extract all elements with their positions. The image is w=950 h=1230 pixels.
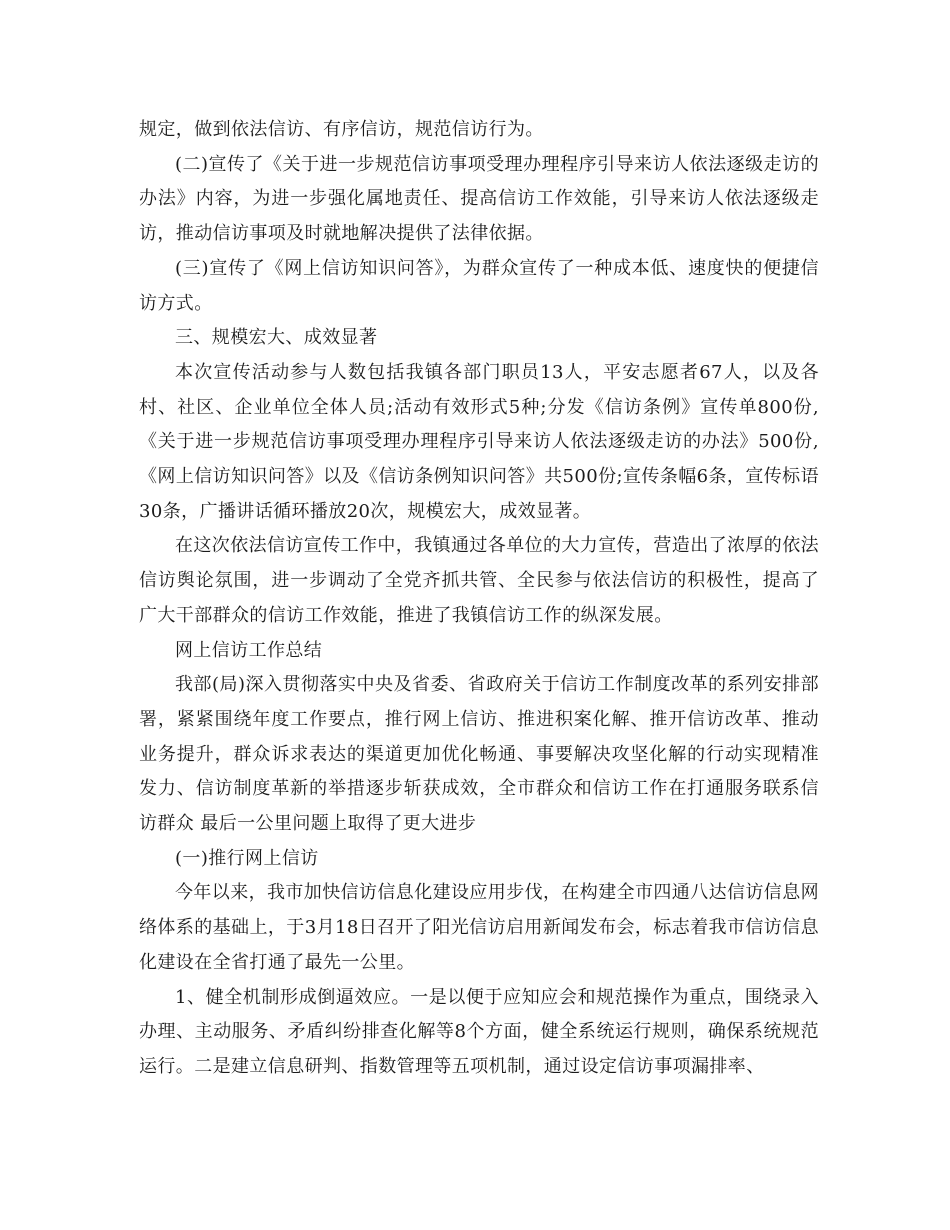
paragraph: (二)宣传了《关于进一步规范信访事项受理办理程序引导来访人依法逐级走访的办法》内容，为进一步强化属地责任、提高信访工作效能，引导来访人依法逐级走访，推动信访事项及时就地解决提供了法律依据。 <box>139 153 819 245</box>
paragraph: 今年以来，我市加快信访信息化建设应用步伐，在构建全市四通八达信访信息网络体系的基础上，于3月18日召开了阳光信访启用新闻发布会，标志着我市信访信息化建设在全省打通了最先一公里。 <box>139 882 819 973</box>
section-title: 网上信访工作总结 <box>175 639 323 661</box>
paragraph: 在这次依法信访宣传工作中，我镇通过各单位的大力宣传，营造出了浓厚的依法信访舆论氛围，进一步调动了全党齐抓共管、全民参与依法信访的积极性，提高了广大干部群众的信访工作效能，推进了我镇信访工作的纵深发展。 <box>139 535 819 626</box>
paragraph: 本次宣传活动参与人数包括我镇各部门职员13人，平安志愿者67人，以及各村、社区、企业单位全体人员;活动有效形式5种;分发《信访条例》宣传单800份,《关于进一步规范信访事项受理办理程序引导来访人依法逐级走访的办法》500份,《网上信访知识问答》以及《信访条例知识问答》共500份;宣传条幅6条，宣传标语30条，广播讲话循环播放20次，规模宏大，成效显著。 <box>139 361 819 522</box>
section-heading: (一)推行网上信访 <box>175 847 319 869</box>
section-heading: 三、规模宏大、成效显著 <box>175 327 378 349</box>
paragraph: 规定，做到依法信访、有序信访，规范信访行为。 <box>139 119 544 140</box>
document-body <box>139 113 819 1085</box>
paragraph: 1、健全机制形成倒逼效应。一是以便于应知应会和规范操作为重点，围绕录入办理、主动服务、矛盾纠纷排查化解等8个方面，健全系统运行规则，确保系统规范运行。二是建立信息研判、指数管理等五项机制，通过设定信访事项漏排率、 <box>139 986 819 1077</box>
paragraph: (三)宣传了《网上信访知识问答》，为群众宣传了一种成本低、速度快的便捷信访方式。 <box>139 257 819 314</box>
paragraph: 我部(局)深入贯彻落实中央及省委、省政府关于信访工作制度改革的系列安排部署，紧紧围绕年度工作要点，推行网上信访、推进积案化解、推开信访改革、推动业务提升，群众诉求表达的渠道更加优化畅通、事要解决攻坚化解的行动实现精准发力、信访制度革新的举措逐步斩获成效，全市群众和信访工作在打通服务联系信访群众 最后一公里问题上取得了更大进步 <box>139 674 819 835</box>
